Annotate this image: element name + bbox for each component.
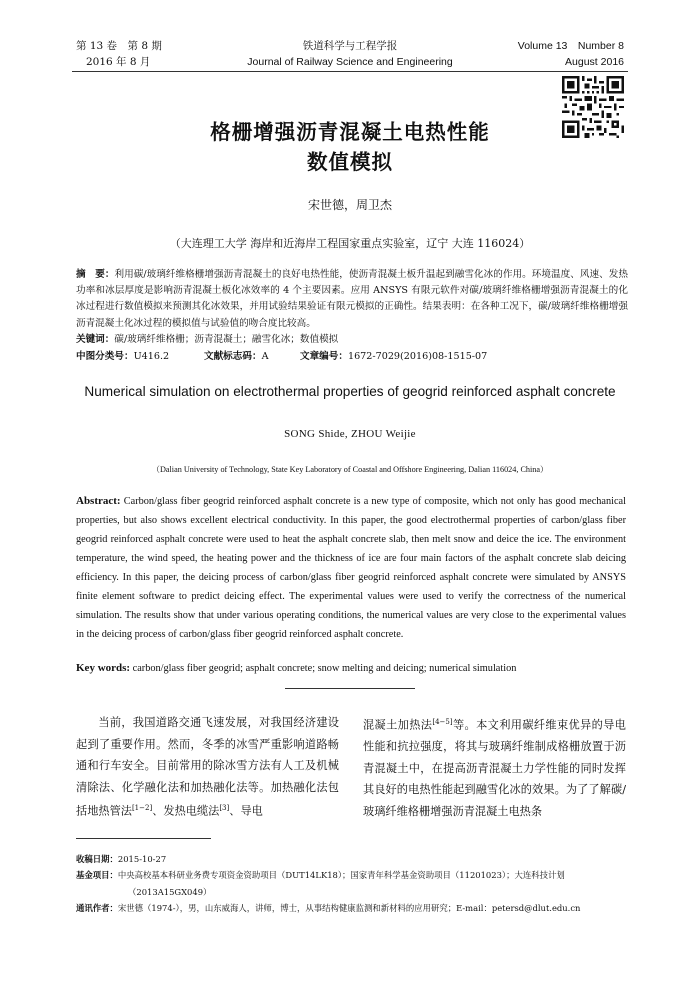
abstract-cn-text: 利用碳/玻璃纤维格栅增强沥青混凝土的良好电热性能，使沥青混凝土板升温起到融雪化冰的作用。环境温度、风速、发热功率和冰层厚度是影响沥青混凝土板化冰效率的 4 个主要因素。应用 ANSYS 有限元软件对碳/玻璃纤维格栅增强沥青混凝土的化冰过程进行数值模拟来预测其化冰效果，并用试验结果验证有限元模拟的正确性。结果表明：在各种工况下，碳/玻璃纤维格栅增强沥青混凝土化冰过程的模拟值与试验值的吻合度比较高。 xyxy=(76,269,629,329)
abstract-cn xyxy=(76,267,628,348)
title-line-2: 数值模拟 xyxy=(307,150,393,174)
header-left xyxy=(76,38,162,70)
header-right xyxy=(518,38,624,70)
footnote-rule xyxy=(76,838,211,839)
received-date: 收稿日期：2015-10-27 xyxy=(76,854,167,864)
article-no-label: 文章编号： xyxy=(300,351,348,362)
abstract-en-label: Abstract: xyxy=(76,495,121,507)
doc-code-label: 文献标志码： xyxy=(204,351,262,362)
keywords-en xyxy=(76,662,628,674)
fund-info: 基金项目：中央高校基本科研业务费专项资金资助项目（DUT14LK18）；国家青年科学基金资助项目（11201023）；大连科技计划 xyxy=(76,870,565,881)
section-divider xyxy=(285,688,415,689)
affiliation-en: （Dalian University of Technology, State Key Laboratory of Coastal and Offshore Engineering, Dalian 116024, China） xyxy=(151,465,549,474)
footnotes xyxy=(76,851,628,917)
doc-code-value: A xyxy=(261,351,269,362)
title-line-1: 格栅增强沥青混凝土电热性能 xyxy=(210,120,490,144)
authors-en: SONG Shide, ZHOU Weijie xyxy=(284,428,416,440)
article-no-value: 1672-7029(2016)08-1515-07 xyxy=(347,351,488,362)
authors-cn: 宋世德，周卫杰 xyxy=(307,198,392,212)
paper-title-en: Numerical simulation on electrothermal properties of geogrid reinforced asphalt concrete xyxy=(84,384,616,399)
clc-value: U416.2 xyxy=(133,351,170,362)
affiliation-cn: （大连理工大学 海岸和近海岸工程国家重点实验室，辽宁 大连 116024） xyxy=(169,237,531,250)
journal-title-en: Journal of Railway Science and Engineering xyxy=(247,56,453,68)
citation-ref[interactable]: [3] xyxy=(219,804,230,812)
journal-title-cn: 铁道科学与工程学报 xyxy=(302,40,398,52)
clc-label: 中图分类号： xyxy=(76,351,134,362)
date-cn: 2016 年 8 月 xyxy=(86,56,151,68)
abstract-en xyxy=(76,492,626,644)
classification-line xyxy=(76,348,636,362)
citation-ref[interactable]: [1−2] xyxy=(131,804,153,812)
header-rule xyxy=(72,71,628,72)
body-paragraph: 当前，我国道路交通飞速发展，对我国经济建设起到了重要作用。然而，冬季的冰雪严重影响道路畅通和行车安全。目前常用的除冰雪方法有人工及机械清除法、化学融化法和加热融化法等。加热融化法包括地热管法[1−2]、发热电缆法[3]、导电 xyxy=(76,716,339,818)
abstract-cn-label: 摘 要： xyxy=(76,269,115,280)
body-paragraph: 混凝土加热法[4−5]等。本文利用碳纤维束优异的导电性能和抗拉强度，将其与玻璃纤维制成格栅放置于沥青混凝土中，在提高沥青混凝土力学性能的同时发挥其良好的电热性能起到融雪化冰的效果。为了了解碳/玻璃纤维格栅增强沥青混凝土电热条 xyxy=(363,718,626,818)
body-column-right xyxy=(363,712,626,822)
abstract-en-text: Carbon/glass fiber geogrid reinforced asphalt concrete is a new type of composite, which not only has good mechanical properties, but also shows excellent electrical conductivity. In this paper, the good electrothermal properties of carbon/glass fiber geogrid reinforced asphalt concrete were used to heat the asphalt concrete slab, then melt snow and deice the ice. The environment temperature, the wind speed, the heating power and the thickness of ice are four main factors of the asphalt concrete slab deicing efficiency. In this paper, the deicing process of carbon/glass fiber geogrid reinforced asphalt concrete were simulated by ANSYS finite element software to predict deicing effect. The experimental values were used to verify the correctness of the numerical simulation. The results show that under various operating conditions, the numerical values are very close to the experimental values in the deicing process of carbon/glass fiber geogrid reinforced asphalt concrete. xyxy=(76,496,626,640)
volume-cn: 第 13 卷 第 8 期 xyxy=(76,40,162,52)
body-column-left xyxy=(76,712,339,822)
keywords-en-text: carbon/glass fiber geogrid; asphalt concrete; snow melting and deicing; numerical simulation xyxy=(132,663,517,674)
corresponding-author: 通讯作者：宋世德（1974-），男，山东威海人，讲师，博士，从事结构健康监测和新材料的应用研究；E-mail：petersd@dlut.edu.cn xyxy=(76,903,581,914)
keywords-cn-text: 碳/玻璃纤维格栅；沥青混凝土；融雪化冰；数值模拟 xyxy=(114,333,339,345)
keywords-cn-label: 关键词： xyxy=(76,333,115,345)
fund-info-cont: （2013A15GX049） xyxy=(128,886,212,897)
citation-ref[interactable]: [4−5] xyxy=(432,718,453,726)
paper-title-cn xyxy=(100,117,600,177)
header-center xyxy=(205,38,495,70)
date-en: August 2016 xyxy=(565,56,624,68)
keywords-en-label: Key words: xyxy=(76,662,131,674)
volume-en: Volume 13 Number 8 xyxy=(517,40,624,52)
